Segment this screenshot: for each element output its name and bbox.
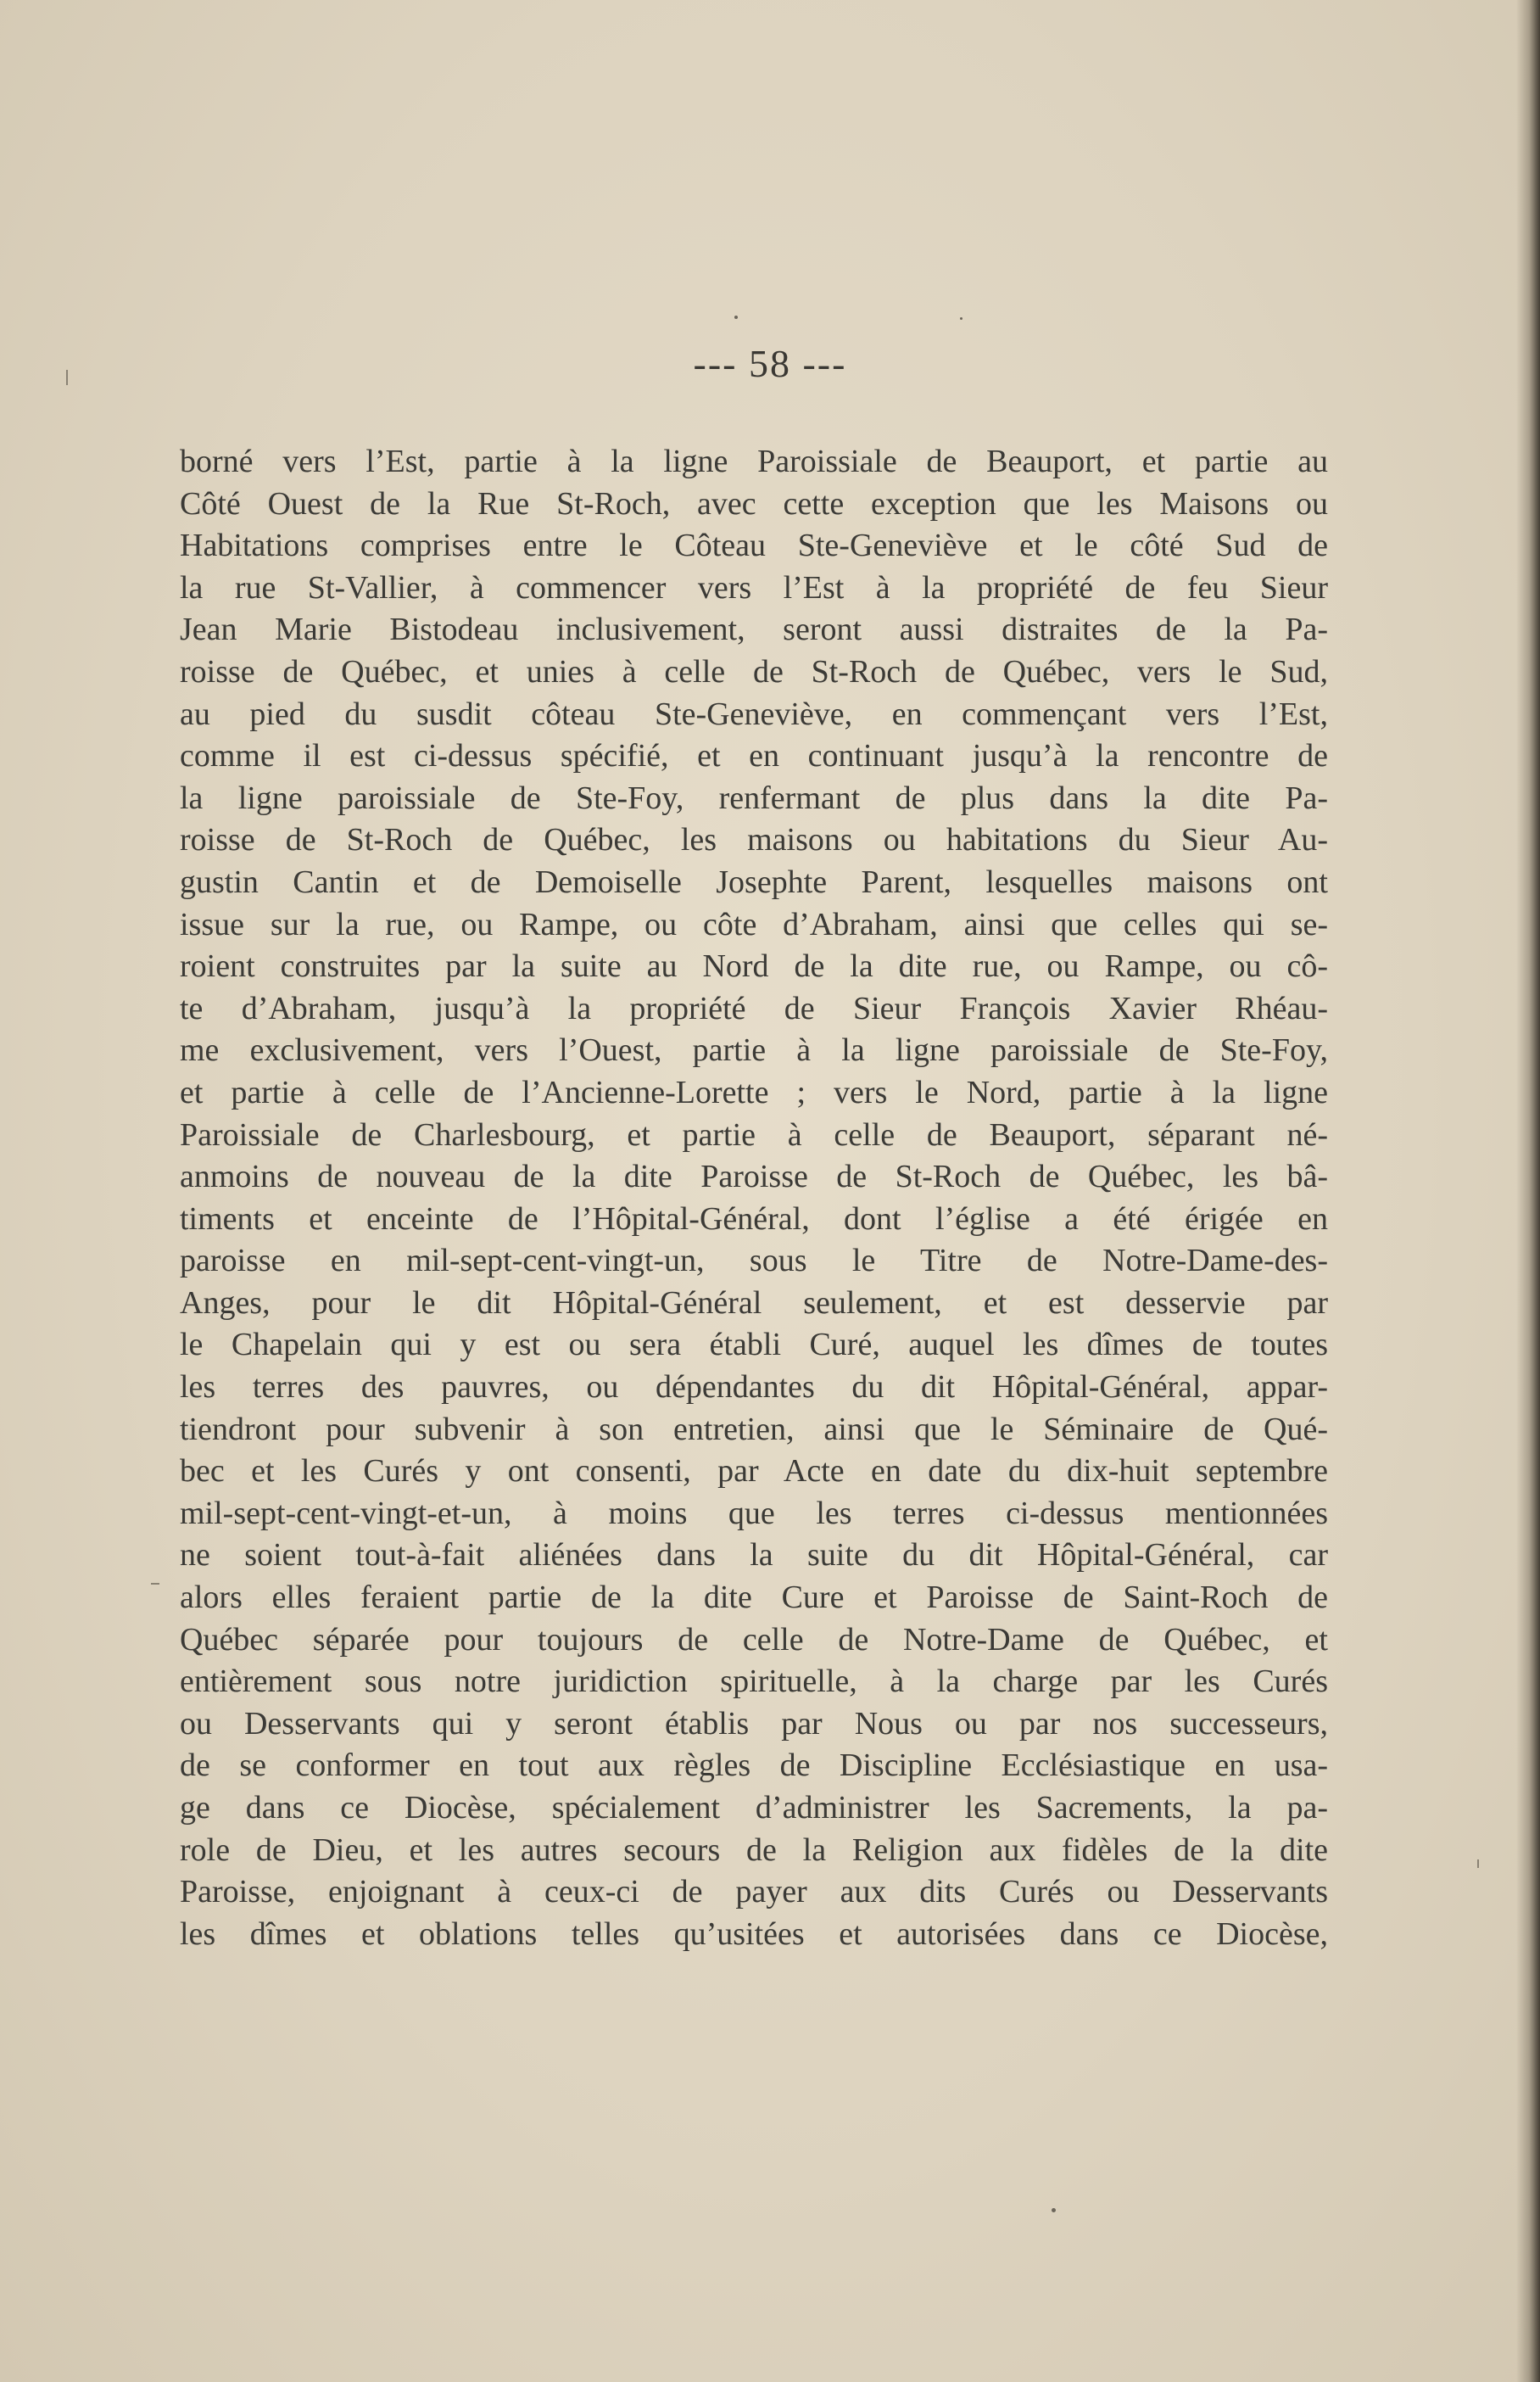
text-line: roisse de Québec, et unies à celle de St-Roch de Québec, vers le Sud,	[180, 653, 1328, 690]
text-line: Paroisse, enjoignant à ceux-ci de payer aux dits Curés ou Desservants	[180, 1874, 1328, 1910]
text-line: les terres des pauvres, ou dépendantes du dit Hôpital-Général, appar-	[180, 1369, 1328, 1406]
text-line: paroisse en mil-sept-cent-vingt-un, sous le Titre de Notre-Dame-des-	[180, 1243, 1328, 1279]
text-line: ou Desservants qui y seront établis par Nous ou par nos successeurs,	[180, 1705, 1328, 1742]
paper-speck	[960, 317, 962, 320]
text-line: me exclusivement, vers l’Ouest, partie à la ligne paroissiale de Ste-Foy,	[180, 1032, 1328, 1069]
text-line: roient construites par la suite au Nord de la dite rue, ou Rampe, ou cô-	[180, 948, 1328, 985]
text-line: alors elles feraient partie de la dite Cure et Paroisse de Saint-Roch de	[180, 1580, 1328, 1616]
text-line: timents et enceinte de l’Hôpital-Général, dont l’église a été érigée en	[180, 1200, 1328, 1237]
text-line: les dîmes et oblations telles qu’usitées et autorisées dans ce Diocèse,	[180, 1915, 1328, 1952]
text-line: Paroissiale de Charlesbourg, et partie à celle de Beauport, séparant né-	[180, 1116, 1328, 1153]
text-line: mil-sept-cent-vingt-et-un, à moins que les terres ci-dessus mentionnées	[180, 1495, 1328, 1531]
text-line: Anges, pour le dit Hôpital-Général seulement, et est desservie par	[180, 1284, 1328, 1321]
paper-speck	[734, 316, 738, 319]
text-line: au pied du susdit côteau Ste-Geneviève, en commençant vers l’Est,	[180, 696, 1328, 732]
text-line: Québec séparée pour toujours de celle de Notre-Dame de Québec, et	[180, 1621, 1328, 1658]
text-line: tiendront pour subvenir à son entretien, ainsi que le Séminaire de Qué-	[180, 1411, 1328, 1447]
text-line: ne soient tout-à-fait aliénées dans la suite du dit Hôpital-Général, car	[180, 1537, 1328, 1574]
text-line: role de Dieu, et les autres secours de la Religion aux fidèles de la dite	[180, 1831, 1328, 1868]
text-line: bec et les Curés y ont consenti, par Acte en date du dix-huit septembre	[180, 1453, 1328, 1490]
text-line: gustin Cantin et de Demoiselle Josephte Parent, lesquelles maisons ont	[180, 864, 1328, 900]
text-line: et partie à celle de l’Ancienne-Lorette ; vers le Nord, partie à la ligne	[180, 1074, 1328, 1110]
text-line: Côté Ouest de la Rue St-Roch, avec cette exception que les Maisons ou	[180, 485, 1328, 522]
paper-speck	[1052, 2208, 1056, 2212]
body-text	[180, 441, 1328, 1955]
text-line: Habitations comprises entre le Côteau Ste-Geneviève et le côté Sud de	[180, 528, 1328, 564]
paper-mark	[1477, 1859, 1479, 1868]
text-line: Jean Marie Bistodeau inclusivement, seront aussi distraites de la Pa-	[180, 612, 1328, 648]
text-line: borné vers l’Est, partie à la ligne Paroissiale de Beauport, et partie au	[180, 444, 1328, 479]
paper-mark	[151, 1583, 159, 1585]
text-line: la rue St-Vallier, à commencer vers l’Est à la propriété de feu Sieur	[180, 569, 1328, 606]
text-line: ge dans ce Diocèse, spécialement d’administrer les Sacrements, la pa-	[180, 1790, 1328, 1826]
text-line: te d’Abraham, jusqu’à la propriété de Sieur François Xavier Rhéau-	[180, 990, 1328, 1026]
text-line: anmoins de nouveau de la dite Paroisse de St-Roch de Québec, les bâ-	[180, 1159, 1328, 1195]
text-line: le Chapelain qui y est ou sera établi Curé, auquel les dîmes de toutes	[180, 1327, 1328, 1363]
text-line: entièrement sous notre juridiction spirituelle, à la charge par les Curés	[180, 1663, 1328, 1700]
page-number: --- 58 ---	[693, 342, 847, 385]
text-line: comme il est ci-dessus spécifié, et en continuant jusqu’à la rencontre de	[180, 738, 1328, 774]
text-line: de se conformer en tout aux règles de Discipline Ecclésiastique en usa-	[180, 1747, 1328, 1784]
text-line: la ligne paroissiale de Ste-Foy, renfermant de plus dans la dite Pa-	[180, 780, 1328, 816]
text-line: roisse de St-Roch de Québec, les maisons ou habitations du Sieur Au-	[180, 822, 1328, 858]
text-line: issue sur la rue, ou Rampe, ou côte d’Abraham, ainsi que celles qui se-	[180, 906, 1328, 942]
